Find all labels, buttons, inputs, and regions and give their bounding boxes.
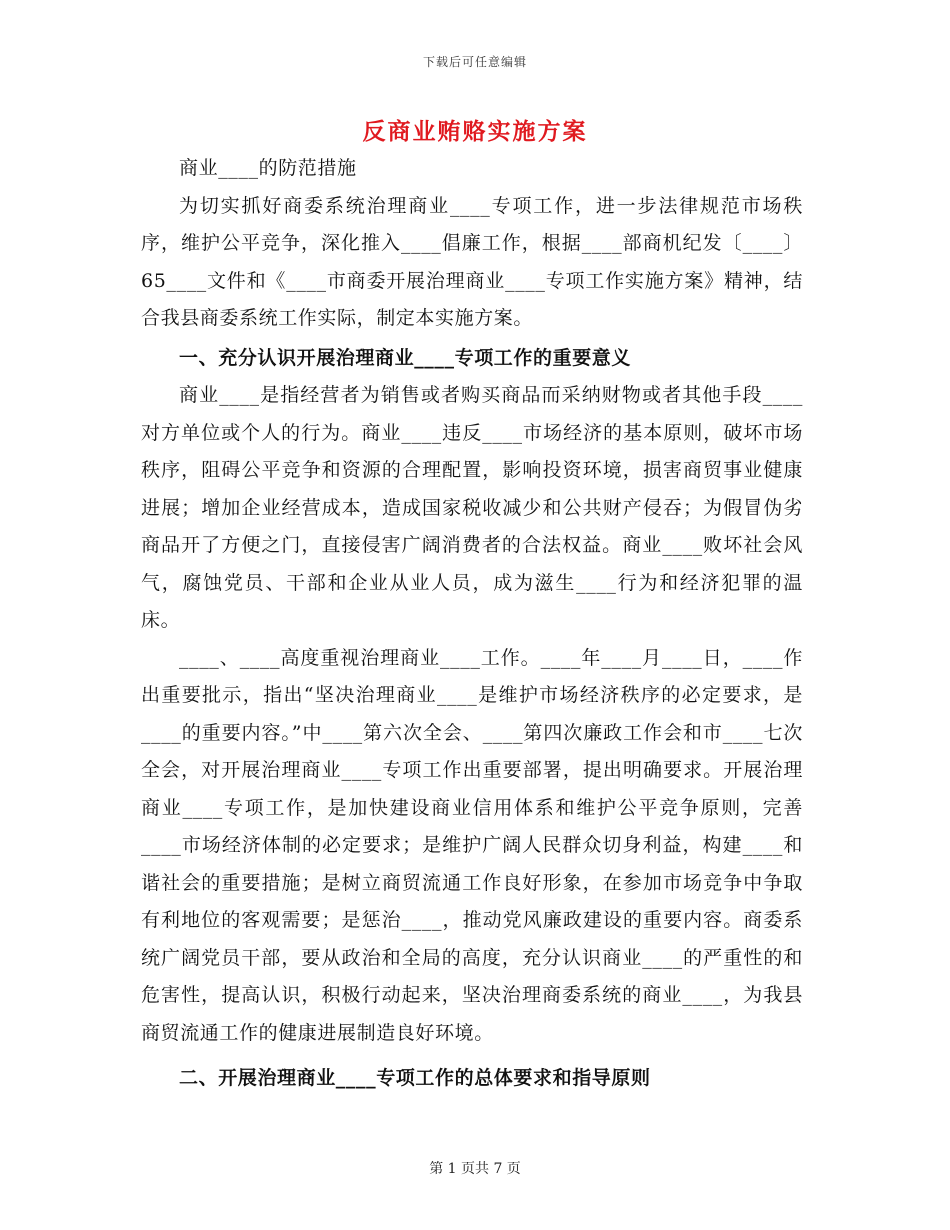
section-heading-1: 一、充分认识开展治理商业____专项工作的重要意义 [179,346,632,369]
paragraph-section-1-b: ____、____高度重视治理商业____工作。____年____月____日，____作出重要批示，指出“坚决治理商业____是维护市场经济秩序的必定要求，是____的重要内容。”中____第六次全会、____第四次廉政工作会和市____七次全会，对开展治理商业____专项工作出重要部署，提出明确要求。开展治理商业____专项工作，是加快建设商业信用体系和维护公平竞争原则，完善____市场经济体制的必定要求；是维护广阔人民群众切身利益，构建____和谐社会的重要措施；是树立商贸流通工作良好形象，在参加市场竞争中争取有利地位的客观需要；是惩治____，推动党风廉政建设的重要内容。商委系统广阔党员干部，要从政治和全局的高度，充分认识商业____的严重性的和危害性，提高认识，积极行动起来，坚决治理商委系统的商业____，为我县商贸流通工作的健康进展制造良好环境。 [141,646,803,1044]
paragraph-section-1-a: 商业____是指经营者为销售或者购买商品而采纳财物或者其他手段____对方单位或个人的行为。商业____违反____市场经济的基本原则，破坏市场秩序，阻碍公平竞争和资源的合理配置，影响投资环境，损害商贸事业健康进展；增加企业经营成本，造成国家税收减少和公共财产侵吞；为假冒伪劣商品开了方便之门，直接侵害广阔消费者的合法权益。商业____败坏社会风气，腐蚀党员、干部和企业从业人员，成为滋生____行为和经济犯罪的温床。 [141,384,803,631]
section-heading-2: 二、开展治理商业____专项工作的总体要求和指导原则 [179,1067,651,1089]
document-title: 反商业贿赂实施方案 [362,118,588,145]
document-body [141,150,803,1098]
page-number: 第 1 页共 7 页 [429,1161,521,1177]
page-header: 下载后可任意编辑 [422,55,527,69]
paragraph-intro: 为切实抓好商委系统治理商业____专项工作，进一步法律规范市场秩序，维护公平竞争，深化推入____倡廉工作，根据____部商机纪发〔____〕65____文件和《____市商委开展治理商业____专项工作实施方案》精神，结合我县商委系统工作实际，制定本实施方案。 [141,194,803,329]
paragraph-subtitle: 商业____的防范措施 [179,157,357,179]
